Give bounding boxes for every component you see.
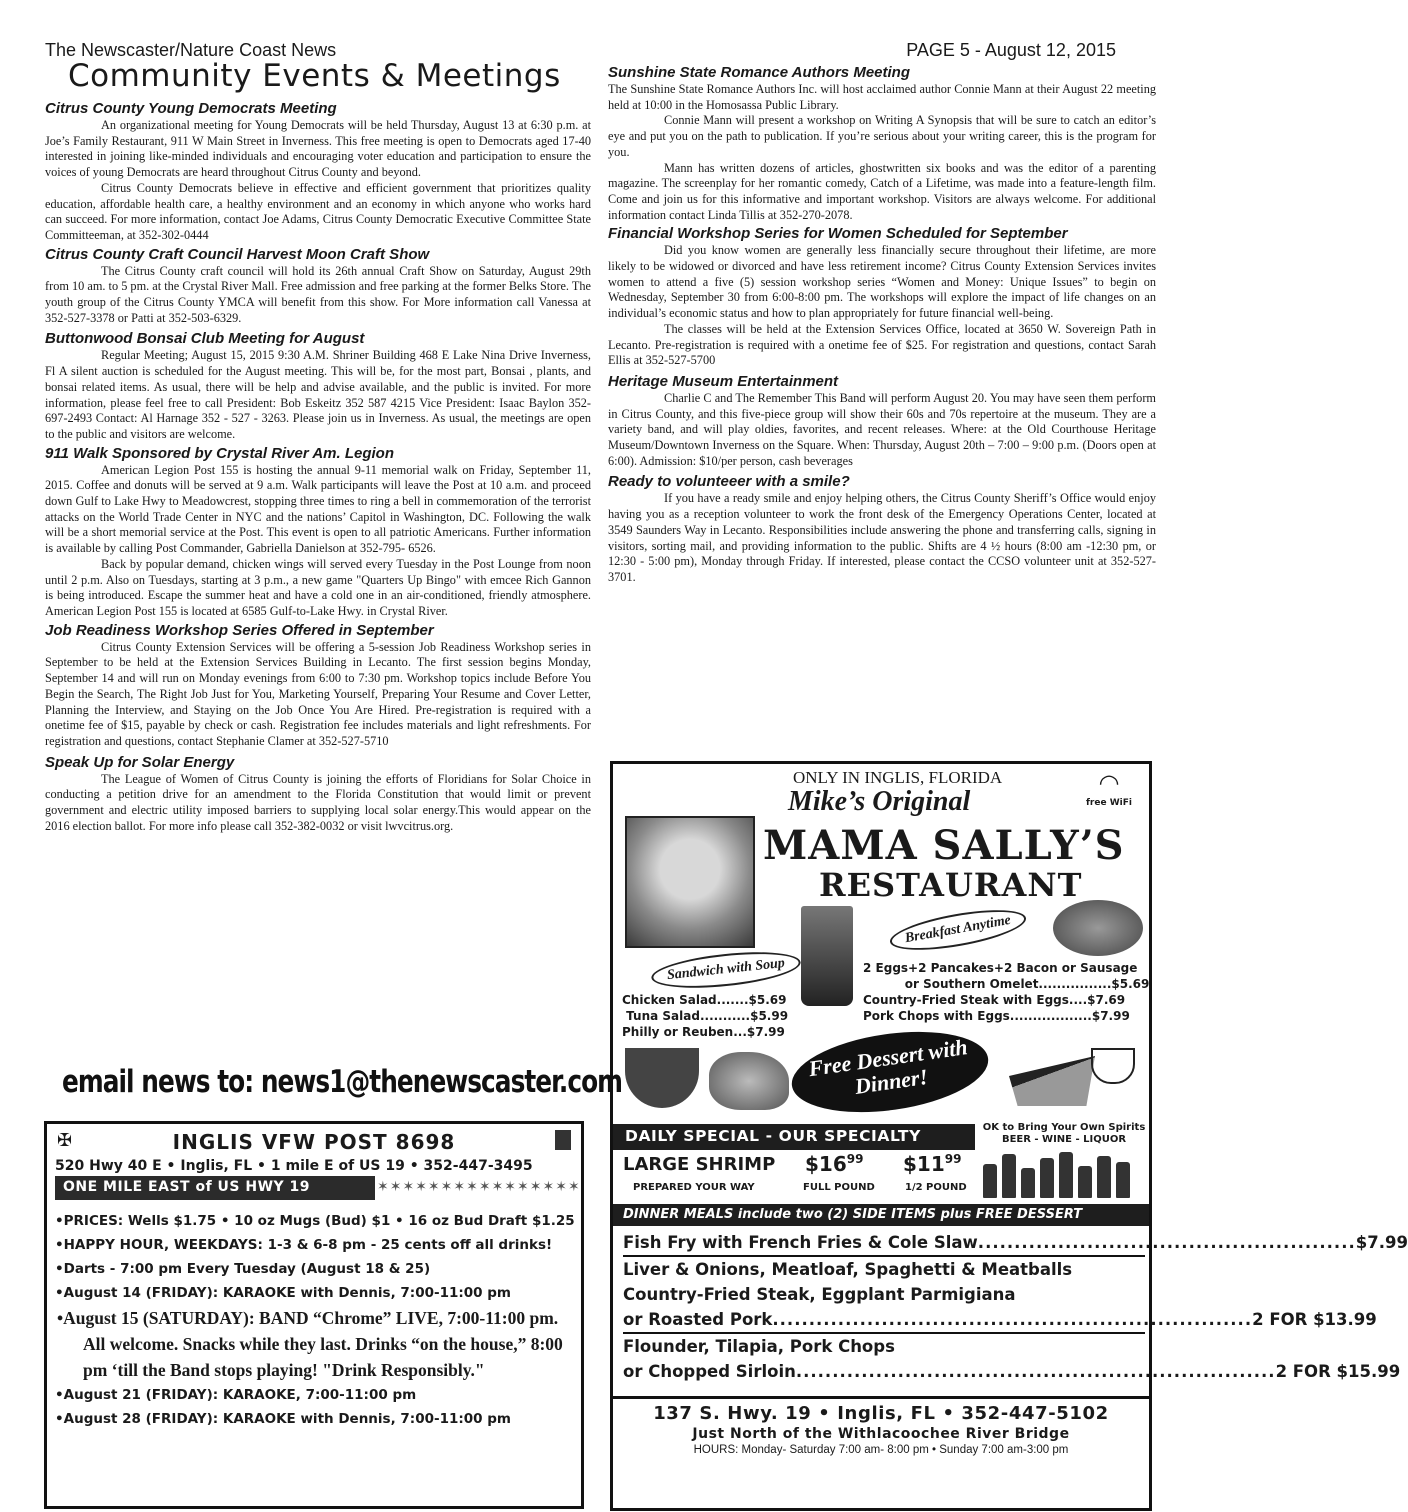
article-title: 911 Walk Sponsored by Crystal River Am. Legion [45,444,394,462]
menu-line: Philly or Reuben...$7.99 [622,1025,785,1039]
vfw-advertisement [44,1121,584,1509]
article-title: Citrus County Young Democrats Meeting [45,100,337,117]
article-paragraph: Regular Meeting; August 15, 2015 9:30 A.M. Shriner Building 468 E Lake Nina Drive Inverness, Fl A silent auction is scheduled for the August meeting. This will be, for the most part, Bonsai , plants, and bonsai related items. As usual, there will be help and advise available, and the public is invited. For more information, please feel free to call President: Bob Eskeitz 352 587 4215 Vice President: Isaac Baylon 352-697-2493 Contact: Al Harnage 352 - 527 - 3263. Please join us in Inverness. As usual, the meetings are open to the public and visitors are welcome. [45,348,591,441]
bottle-icon [1059,1152,1073,1198]
menu-leader: .................................................................. [772,1310,1253,1329]
menu-item: Country-Fried Steak, Eggplant Parmigiana [623,1285,1016,1304]
iced-tea-glass-image [801,906,853,1006]
article-solar-energy [45,754,591,835]
wifi-badge [1081,768,1137,822]
vfw-address: 520 Hwy 40 E • Inglis, FL • 1 mile E of US 19 • 352-447-3495 [55,1158,533,1174]
article-title: Financial Workshop Series for Women Scheduled for September [608,225,1068,243]
bottle-icon [1097,1156,1111,1198]
menu-row [623,1334,1145,1359]
bottle-icon [1002,1154,1016,1198]
menu-leader: .................................................... [977,1233,1356,1252]
list-item: •August 28 (FRIDAY): KARAOKE with Dennis, 7:00-11:00 pm [55,1411,511,1427]
article-paragraph: The Citrus County craft council will hold its 26th annual Craft Show on Saturday, August 29th from 10 am. to 5 pm. at the Crystal River Mall. Free admission and free parking at the former Belks Store. The youth group of the Citrus County YMCA will benefit from this show. For More information call Vanessa at 352-527-3378 or Patti at 352-503-6329. [45,263,591,325]
menu-item: or Roasted Pork [623,1310,773,1329]
article-paragraph: If you have a ready smile and enjoy helping others, the Citrus County Sheriff’s Office would enjoy having you as a reception volunteer to work the front desk of the Emergency Operations Center, located at 3549 Saunders Way in Lecanto. Responsibilities include answering the phone and transferring calls, signing in visitors, sorting mail, and providing information to the public. Shifts are 4 ½ hours (8:00 am -12:30 pm, or 12:30 - 5:00 pm), Monday through Friday. If interested, please contact the CCSO volunteer unit at 352-527-3701. [608,491,1156,584]
soup-bowl-image [625,1048,699,1108]
wifi-label: free WiFi [1086,798,1132,808]
bottle-icon [983,1164,997,1198]
article-paragraph: The League of Women of Citrus County is joining the efforts of Floridians for Solar Choice in conducting a petition drive for an amendment to the Florida Constitution that would limit or prevent government and electric utility imposed barriers to supplying local solar energy.This would appear on the 2016 election ballot. For more info please call 352-382-0032 or visit lwvcitrus.org. [45,771,591,833]
dinner-menu [623,1230,1408,1384]
list-item-featured: •August 15 (SATURDAY): BAND “Chrome” LIVE, 7:00-11:00 pm. All welcome. Snacks while they last. Drinks “on the house,” 8:00 pm ‘till the Band stops playing! "Drink Responsibly." [57,1308,563,1380]
wifi-icon: ◠ [1098,769,1120,797]
article-paragraph: The Sunshine State Romance Authors Inc. will host acclaimed author Connie Mann at their August 22 meeting held at 10:00 in the Homosassa Public Library. [608,82,1156,112]
menu-row [623,1359,1401,1384]
restaurant-address: 137 S. Hwy. 19 • Inglis, FL • 352-447-5102 [653,1403,1109,1424]
list-item: •HAPPY HOUR, WEEKDAYS: 1-3 & 6-8 pm - 25 cents off all drinks! [55,1237,553,1253]
ad-mikes-original: Mike’s Original [788,786,971,817]
right-column [608,64,1156,588]
article-bonsai-club [45,330,591,442]
menu-leader: .................................................................. [795,1362,1276,1381]
free-dessert-badge: Free Dessert with Dinner! [787,1021,994,1124]
left-column [45,100,591,836]
article-craft-show [45,246,591,327]
coffee-cup-image [1091,1048,1135,1084]
article-title: Sunshine State Romance Authors Meeting [608,64,910,81]
article-job-readiness [45,622,591,750]
email-news-banner: email news to: news1@thenewscaster.com [62,1064,623,1100]
breakfast-anytime-badge: Breakfast Anytime [887,902,1028,957]
sandwich-menu [622,992,788,1040]
bottle-icon [1040,1158,1054,1198]
newspaper-name: The Newscaster/Nature Coast News [45,40,337,60]
article-romance-authors [608,64,1156,223]
sandwich-with-soup-badge: Sandwich with Soup [650,946,803,994]
article-title: Buttonwood Bonsai Club Meeting for August [45,330,365,348]
article-title: Job Readiness Workshop Series Offered in September [45,621,434,639]
pie-slice-image [1009,1056,1095,1106]
menu-line: Country-Fried Steak with Eggs....$7.69 [863,993,1126,1007]
article-paragraph: An organizational meeting for Young Democrats will be held Thursday, August 13 at 6:30 p.m. at Joe’s Family Restaurant, 911 W Main Street in Inverness. This free meeting is open to Democrats aged 17-40 interested in joining like-minded individuals and encouraging voter education and participation to ensure the voices of young Democrats are heard throughout Citrus County and beyond. [45,118,591,180]
bottle-icon [1021,1168,1035,1198]
article-paragraph: Charlie C and The Remember This Band will perform August 20. You may have seen them perform in Citrus County, and this five-piece group will show their 60s and 70s repertoire at the museum. They are a variety band, and will play oldies, favorites, and recent releases. Where: at the Old Courthouse Heritage Museum/Downtown Inverness on the Square. When: Thursday, August 20th – 7:00 – 9:00 p.m. (Doors open at 6:00). Admission: $10/per person, cash beverages [608,390,1156,468]
vfw-strip-label: ONE MILE EAST of US HWY 19 [55,1176,375,1200]
article-paragraph: Back by popular demand, chicken wings will served every Tuesday in the Post Lounge from noon until 2 p.m. Also on Tuesdays, starting at 3 p.m., a new game "Quarters Up Bingo" with emcee Rich Gannon is being introduced. Escape the summer heat and have a cold one in an air-conditioned, friendly atmosphere. American Legion Post 155 is located at 6585 Gulf-to-Lake Hwy. in Crystal River. [45,556,591,618]
breakfast-menu [863,960,1149,1024]
article-financial-workshop [608,225,1156,369]
article-paragraph: The classes will be held at the Extension Services Office, located at 3650 W. Sovereign Path in Lecanto. Pre-registration is required with a onetime fee of $25. For registration and questions, contact Sarah Ellis at 352-527-5700 [608,321,1156,368]
price-dollars: $11 [903,1152,945,1176]
article-title: Heritage Museum Entertainment [608,372,839,390]
list-item: •Darts - 7:00 pm Every Tuesday (August 18 & 25) [55,1261,431,1277]
article-heritage-museum [608,373,1156,470]
article-paragraph: Mann has written dozens of articles, ghostwritten six books and was the editor of a parenting magazine. The screenplay for her romantic comedy, Catch of a Lifetime, was made into a feature-length film. Come and join us for this informative and important workshop. Visitors are always welcome. For additional information contact Linda Tillis at 352-270-2078. [608,160,1156,222]
restaurant-landmark: Just North of the Withlacoochee River Bridge [692,1426,1070,1442]
bottle-icon [1116,1162,1130,1198]
shrimp-special: LARGE SHRIMP [623,1154,776,1175]
ad-footer [613,1396,1149,1456]
menu-item: Liver & Onions, Meatloaf, Spaghetti & Meatballs [623,1260,1073,1279]
restaurant-word: RESTAURANT [819,866,1083,904]
article-paragraph: American Legion Post 155 is hosting the annual 9-11 memorial walk on Friday, September 11, 2015. Coffee and donuts will be served at 9 a.m. Walk participants will leave the Post at 10 a.m. and proceed down Gulf to Lake Hwy to Meadowcrest, stopping three times to ring a bell in commemoration of the terrorist attacks on the World Trade Center in NYC and the nations’ Capitol in Washington, DC. Following the walk will be a short memorial service at the Post. This event is open to all patriotic Americans. Further information is available by calling Post Commander, Gabriella Danielson at 352-795- 6526. [45,462,591,556]
menu-item: or Chopped Sirloin [623,1362,796,1381]
vfw-event-list [55,1209,573,1431]
pow-flag-icon [555,1130,571,1150]
menu-line: Tuna Salad...........$5.99 [622,1009,789,1023]
price-dollars: $16 [805,1152,847,1176]
vfw-strip [47,1176,581,1201]
section-title: Community Events & Meetings [68,58,561,94]
menu-price: $7.99 [1355,1233,1408,1252]
menu-price: 2 FOR $13.99 [1252,1310,1377,1329]
menu-line: Chicken Salad.......$5.69 [622,993,787,1007]
page-number-date: PAGE 5 - August 12, 2015 [906,40,1116,60]
article-volunteer [608,473,1156,585]
spirits-sub: BEER - WINE - LIQUOR [1001,1134,1127,1145]
article-title: Ready to volunteeer with a smile? [608,473,850,491]
article-title: Speak Up for Solar Energy [45,753,235,771]
price-full-pound [805,1152,863,1176]
menu-line: or Southern Omelet................$5.69 [863,977,1150,991]
menu-item: Fish Fry with French Fries & Cole Slaw [623,1233,978,1252]
sandwich-image [709,1052,789,1110]
list-item: •August 14 (FRIDAY): KARAOKE with Dennis, 7:00-11:00 pm [55,1285,511,1301]
pancake-plate-image [1053,900,1143,956]
article-young-democrats [45,100,591,244]
spirits-title: OK to Bring Your Own Spirits [982,1122,1146,1133]
price-cents: 99 [944,1152,962,1166]
full-pound-label: FULL POUND [803,1182,875,1193]
menu-price: 2 FOR $15.99 [1275,1362,1401,1381]
menu-row [623,1307,1377,1334]
restaurant-hours: HOURS: Monday- Saturday 7:00 am- 8:00 pm • Sunday 7:00 am-3:00 pm [693,1444,1069,1456]
menu-item: Flounder, Tilapia, Pork Chops [623,1337,895,1356]
bottles-image [983,1150,1149,1198]
menu-line: 2 Eggs+2 Pancakes+2 Bacon or Sausage [863,961,1138,975]
restaurant-name: MAMA SALLY’S [763,822,1125,869]
article-911-walk [45,445,591,620]
article-paragraph: Connie Mann will present a workshop on Writing A Synopsis that will be sure to catch an editor’s eye and put you on the path to publication. If you’re serious about your writing career, this is the program for you. [608,113,1156,159]
ad-location-line: ONLY IN INGLIS, FLORIDA [793,768,1003,787]
vfw-emblem-icon: ✠ [57,1130,73,1151]
menu-row [623,1257,1145,1282]
half-pound-label: 1/2 POUND [905,1182,967,1193]
bottle-icon [1078,1166,1092,1198]
dinner-meals-bar: DINNER MEALS include two (2) SIDE ITEMS plus FREE DESSERT [613,1204,1149,1226]
list-item: •August 21 (FRIDAY): KARAOKE, 7:00-11:00 pm [55,1387,417,1403]
list-item: •PRICES: Wells $1.75 • 10 oz Mugs (Bud) $1 • 16 oz Bud Draft $1.25 [55,1213,575,1229]
menu-row [623,1282,1145,1307]
price-half-pound [903,1152,961,1176]
vfw-title: INGLIS VFW POST 8698 [172,1130,456,1154]
bring-spirits-notice [979,1122,1149,1146]
restaurant-advertisement [610,761,1408,1511]
prepared-your-way: PREPARED YOUR WAY [633,1182,755,1193]
article-title: Citrus County Craft Council Harvest Moon Craft Show [45,245,430,263]
menu-line: Pork Chops with Eggs..................$7.99 [863,1009,1130,1023]
menu-row [623,1230,1408,1257]
price-cents: 99 [846,1152,864,1166]
article-paragraph: Citrus County Extension Services will be offering a 5-session Job Readiness Workshop series in September to be held at the Extension Services Building in Lecanto. The first session begins Monday, September 14 and will run on Monday evenings from 6:00 to 7:30 pm. Workshop topics include Before You Begin the Search, The Right Job Just for You, Marketing Yourself, Preparing Your Resume and Cover Letter, Planning the Interview, and Staying on the Job Once You Are Hired. Pre-registration is required with a onetime fee of $15, payable by check or cash. Registration fee includes materials and light refreshments. For registration and questions, contact Stephanie Clamer at 352-527-5710 [45,639,591,748]
article-paragraph: Did you know women are generally less financially secure throughout their lifetime, are more likely to be widowed or divorced and have less retirement income? Citrus County Extension Services invites women to attend a five (5) session workshop series “Women and Money: Unique Issues” to begin on Wednesday, September 30 from 6:00-8:00 pm. The workshops will explore the impact of life changes on an individual’s economic status and how to plan appropriately for future financial well-being. [608,243,1156,321]
stars-decoration-icon: ✶✶✶✶✶✶✶✶✶✶✶✶✶✶✶✶ [377,1179,581,1195]
portrait-photo [625,816,755,948]
article-paragraph: Citrus County Democrats believe in effective and efficient government that prioritizes quality education, affordable health care, a healthy environment and an economy in which anyone who works hard can succeed. For more information, contact Joe Adams, Citrus County Democratic Executive Committee State Committeeman, at 352-302-0444 [45,180,591,242]
daily-special-bar: DAILY SPECIAL - OUR SPECIALTY [613,1124,975,1150]
